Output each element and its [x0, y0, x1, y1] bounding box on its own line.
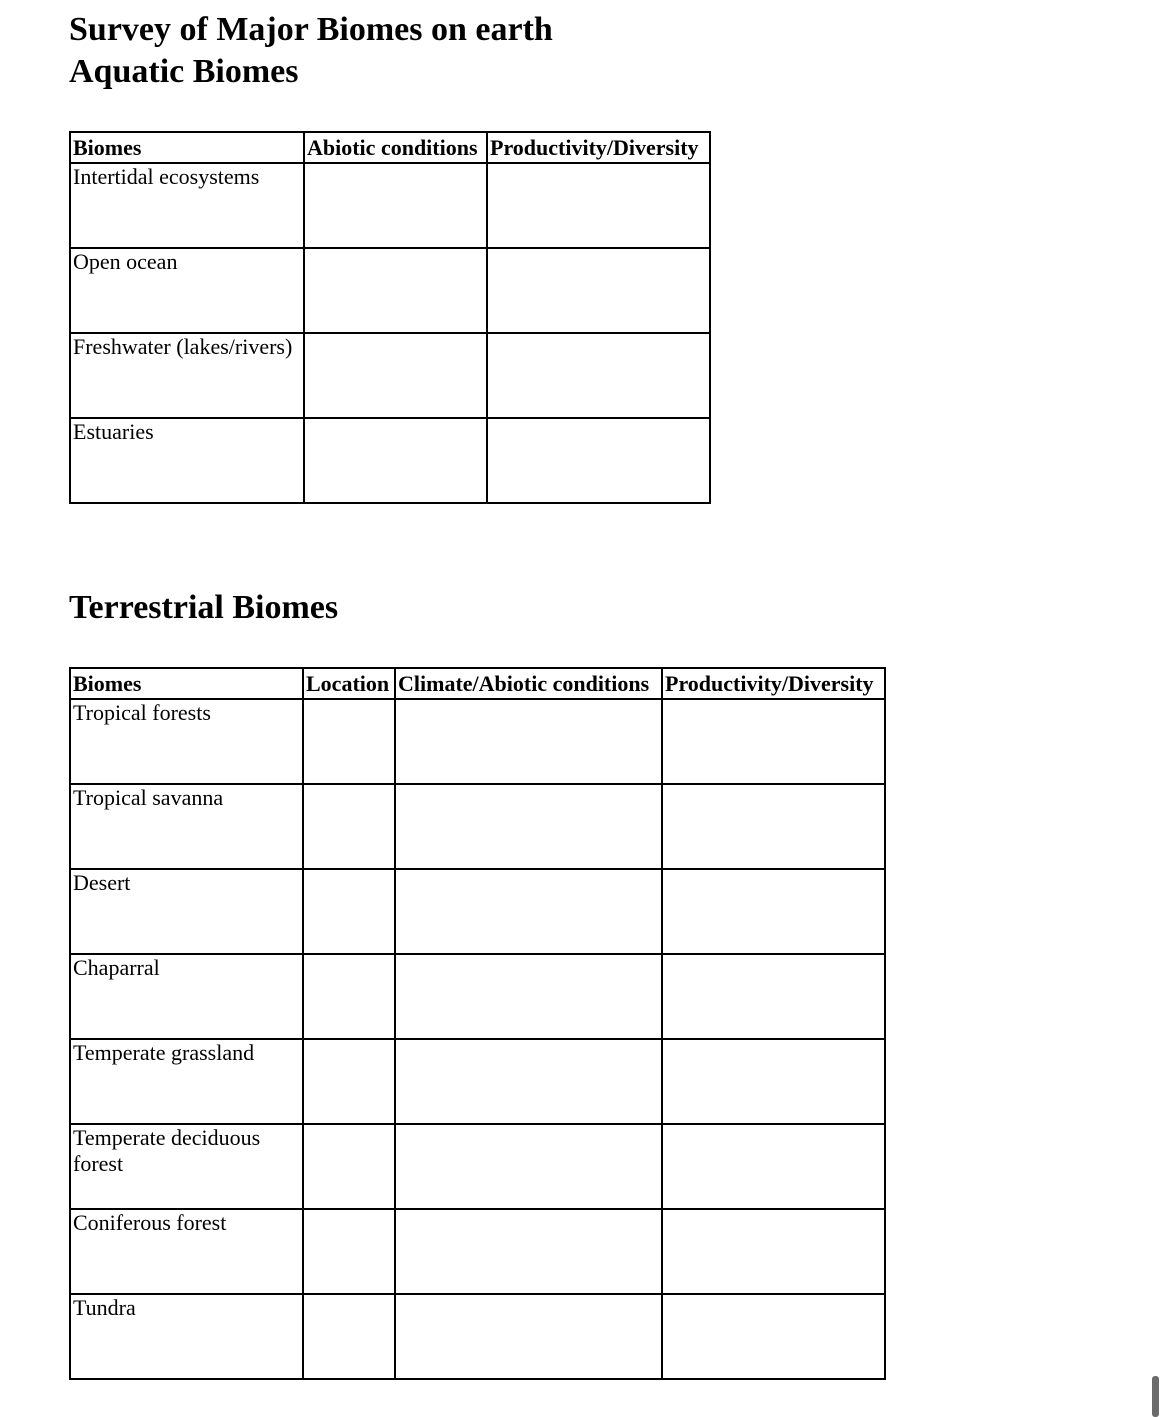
location-cell[interactable] [303, 1209, 395, 1294]
location-cell[interactable] [303, 1124, 395, 1209]
table-row [70, 954, 885, 1039]
table-row [70, 1294, 885, 1379]
location-cell[interactable] [303, 784, 395, 869]
productivity-diversity-cell[interactable] [487, 418, 710, 503]
column-header-abiotic-conditions: Abiotic conditions [304, 132, 487, 163]
climate-abiotic-conditions-cell[interactable] [395, 1039, 662, 1124]
column-header-climate-abiotic-conditions: Climate/Abiotic conditions [395, 668, 662, 699]
productivity-diversity-cell[interactable] [487, 248, 710, 333]
column-header-productivity-diversity: Productivity/Diversity [662, 668, 885, 699]
productivity-diversity-cell[interactable] [487, 163, 710, 248]
location-cell[interactable] [303, 869, 395, 954]
table-row [70, 784, 885, 869]
productivity-diversity-cell[interactable] [662, 699, 885, 784]
productivity-diversity-cell[interactable] [662, 954, 885, 1039]
table-row [70, 163, 710, 248]
table-row [70, 869, 885, 954]
biome-name-cell: Coniferous forest [70, 1209, 303, 1294]
productivity-diversity-cell[interactable] [662, 869, 885, 954]
climate-abiotic-conditions-cell[interactable] [395, 1294, 662, 1379]
biome-name-cell: Desert [70, 869, 303, 954]
biome-name-cell: Tropical savanna [70, 784, 303, 869]
page-title: Survey of Major Biomes on earth [69, 11, 553, 48]
climate-abiotic-conditions-cell[interactable] [395, 1124, 662, 1209]
biome-name-cell: Open ocean [70, 248, 304, 333]
biome-name-cell: Freshwater (lakes/rivers) [70, 333, 304, 418]
location-cell[interactable] [303, 954, 395, 1039]
biome-name-cell: Tundra [70, 1294, 303, 1379]
table-row [70, 418, 710, 503]
terrestrial-section-heading: Terrestrial Biomes [69, 589, 339, 626]
biome-name-cell: Temperate deciduous forest [70, 1124, 303, 1209]
productivity-diversity-cell[interactable] [662, 1039, 885, 1124]
climate-abiotic-conditions-cell[interactable] [395, 869, 662, 954]
column-header-biomes: Biomes [70, 668, 303, 699]
biome-name-cell: Tropical forests [70, 699, 303, 784]
biome-name-cell: Estuaries [70, 418, 304, 503]
table-row [70, 1209, 885, 1294]
table-row [70, 333, 710, 418]
table-row [70, 248, 710, 333]
column-header-productivity-diversity: Productivity/Diversity [487, 132, 710, 163]
table-row [70, 699, 885, 784]
biome-name-cell: Chaparral [70, 954, 303, 1039]
table-row [70, 1124, 885, 1209]
location-cell[interactable] [303, 699, 395, 784]
climate-abiotic-conditions-cell[interactable] [395, 699, 662, 784]
productivity-diversity-cell[interactable] [487, 333, 710, 418]
column-header-biomes: Biomes [70, 132, 304, 163]
climate-abiotic-conditions-cell[interactable] [395, 1209, 662, 1294]
table-row [70, 1039, 885, 1124]
abiotic-conditions-cell[interactable] [304, 418, 487, 503]
productivity-diversity-cell[interactable] [662, 1124, 885, 1209]
climate-abiotic-conditions-cell[interactable] [395, 784, 662, 869]
location-cell[interactable] [303, 1294, 395, 1379]
location-cell[interactable] [303, 1039, 395, 1124]
abiotic-conditions-cell[interactable] [304, 333, 487, 418]
productivity-diversity-cell[interactable] [662, 1294, 885, 1379]
table-header-row [70, 668, 885, 699]
biome-name-cell: Intertidal ecosystems [70, 163, 304, 248]
abiotic-conditions-cell[interactable] [304, 163, 487, 248]
aquatic-section-heading: Aquatic Biomes [69, 53, 299, 90]
biome-name-cell: Temperate grassland [70, 1039, 303, 1124]
abiotic-conditions-cell[interactable] [304, 248, 487, 333]
climate-abiotic-conditions-cell[interactable] [395, 954, 662, 1039]
productivity-diversity-cell[interactable] [662, 784, 885, 869]
column-header-location: Location [303, 668, 395, 699]
table-header-row [70, 132, 710, 163]
productivity-diversity-cell[interactable] [662, 1209, 885, 1294]
scrollbar-thumb[interactable] [1152, 1376, 1159, 1417]
terrestrial-biomes-table [69, 667, 886, 1380]
aquatic-biomes-table [69, 131, 711, 504]
